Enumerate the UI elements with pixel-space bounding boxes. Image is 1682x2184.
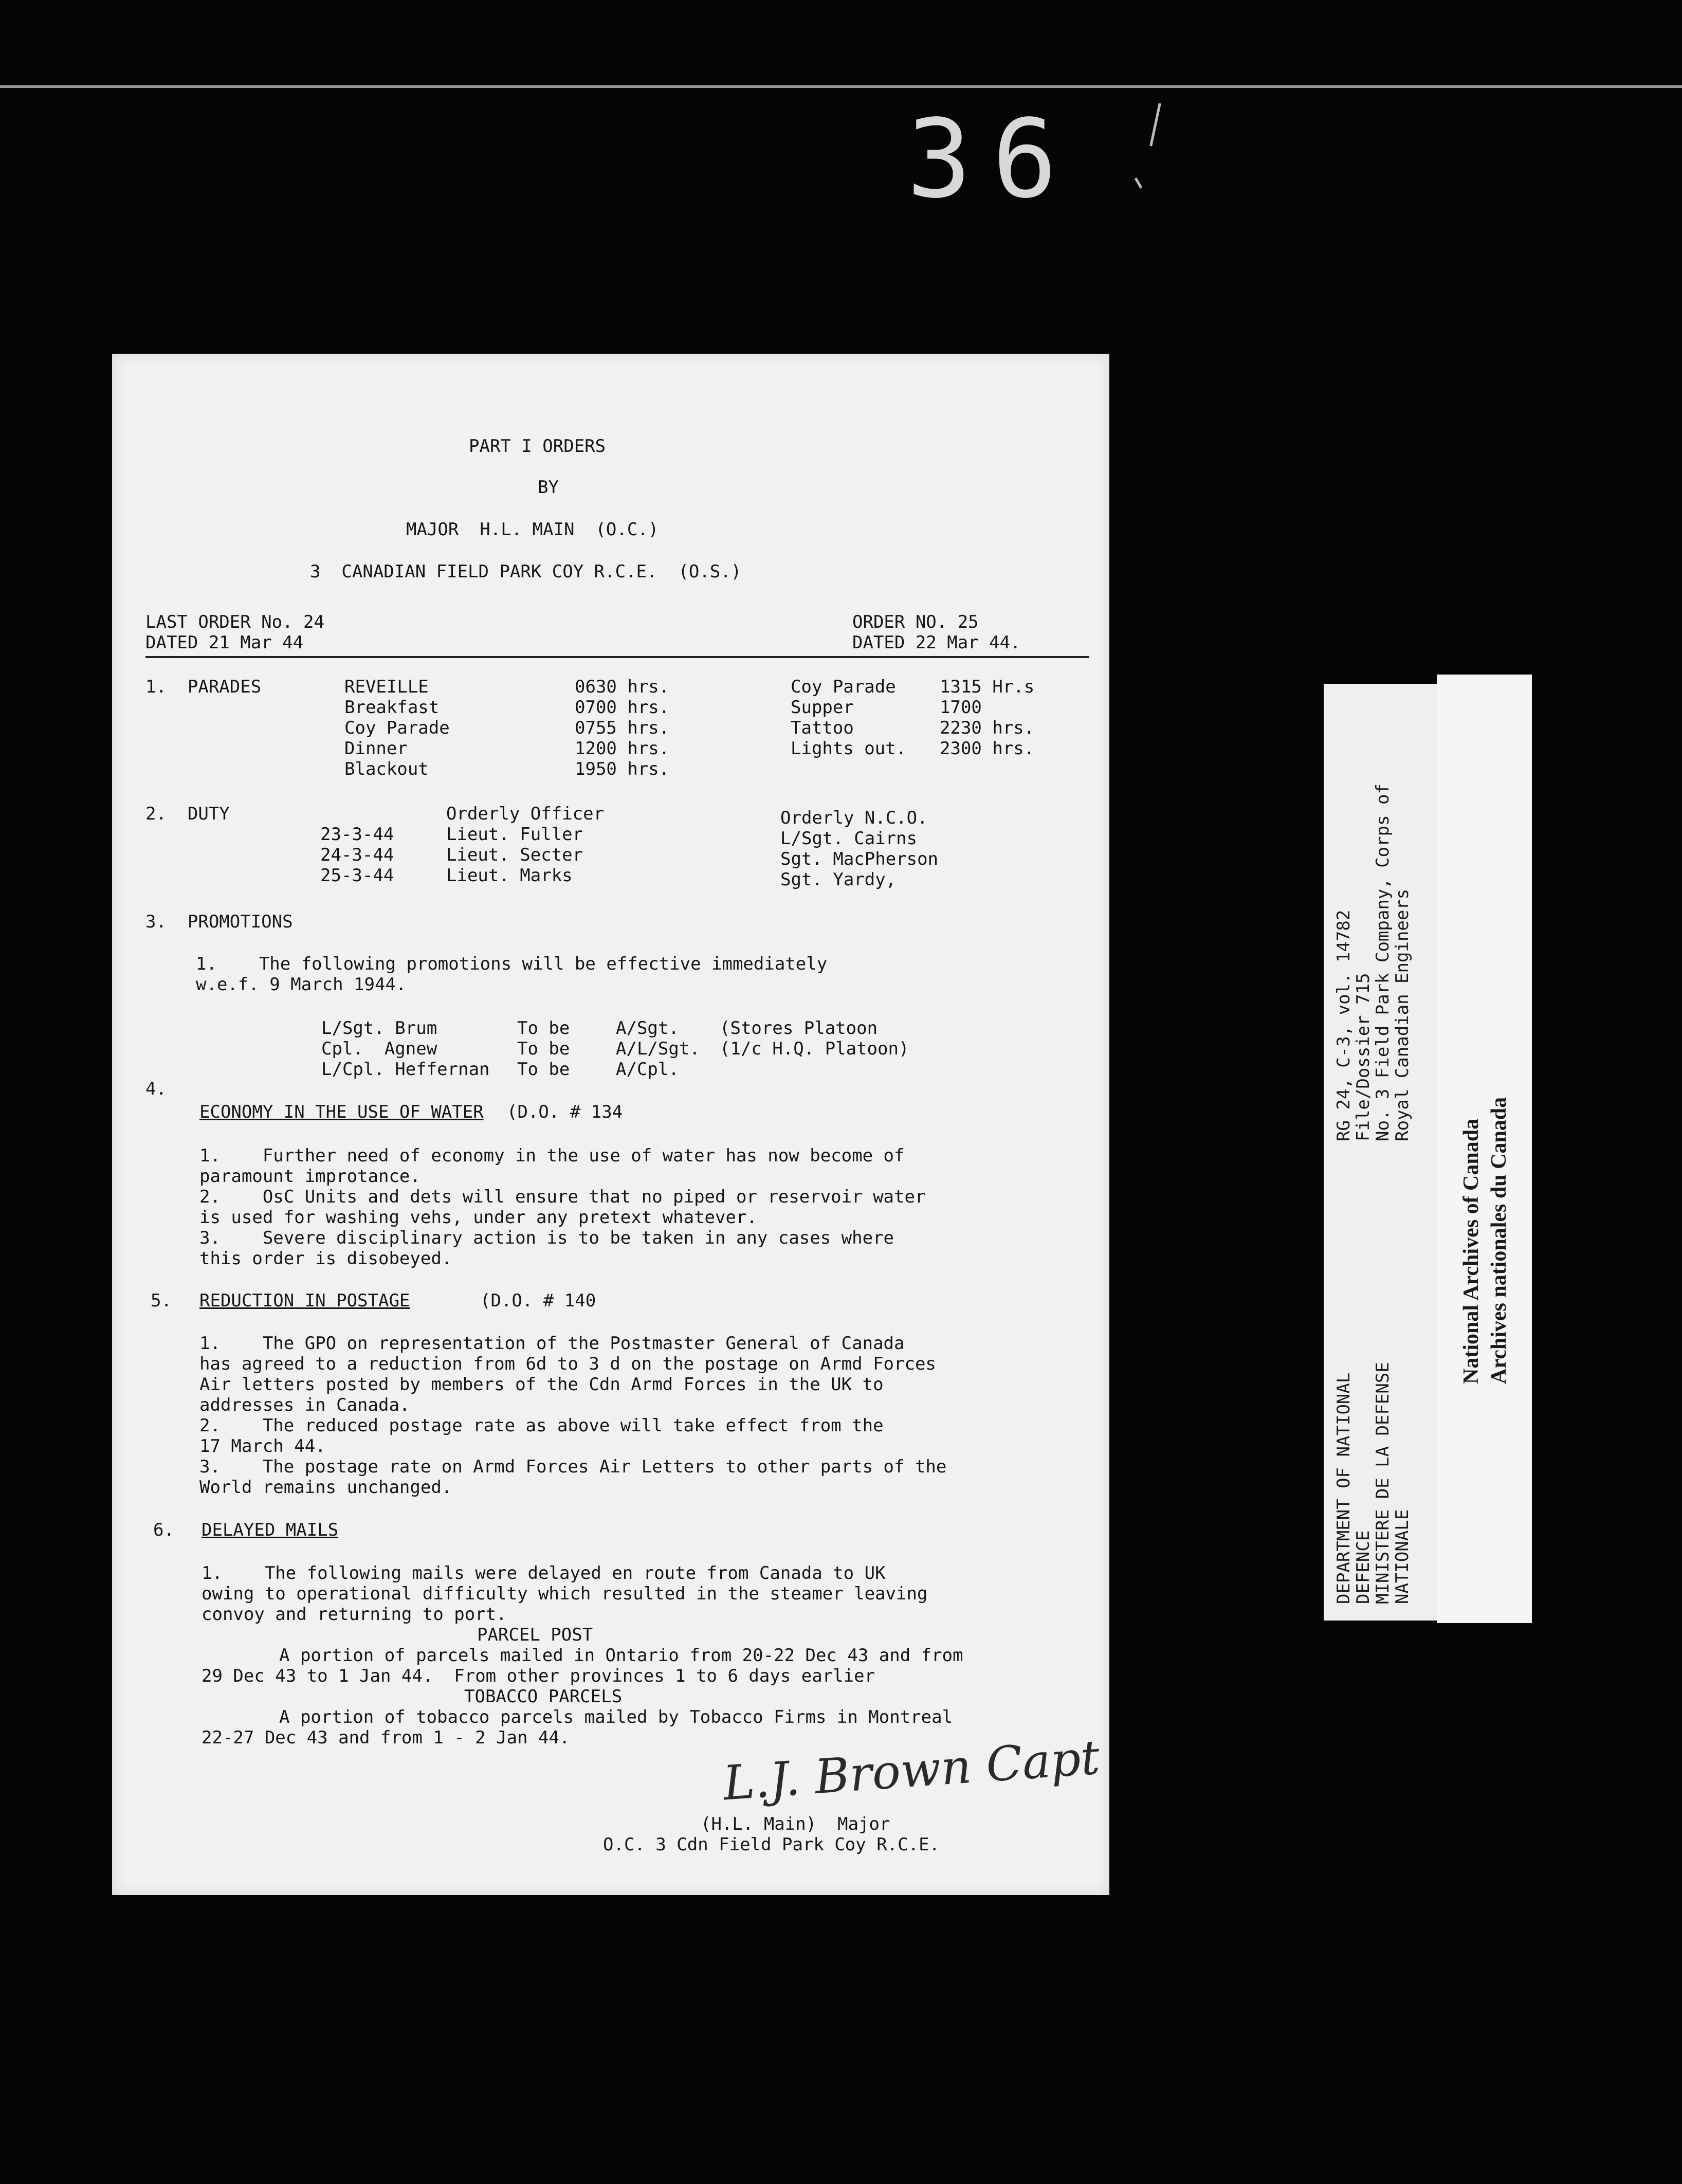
delayed-heading: DELAYED MAILS (202, 1520, 339, 1540)
parade-time: 0755 hrs. (575, 718, 670, 738)
department-line: NATIONALE (1392, 1509, 1413, 1604)
duty-nco-header: Orderly N.C.O. (780, 808, 928, 828)
reference-line: No. 3 Field Park Company, Corps of (1373, 784, 1393, 1141)
parcel-post-heading: PARCEL POST (477, 1625, 593, 1645)
postage-line: 1. The GPO on representation of the Postmaster General of Canada (199, 1333, 905, 1354)
tobacco-line: A portion of tobacco parcels mailed by Tobacco Firms in Montreal (279, 1707, 953, 1727)
doc-title: PART I ORDERS (469, 436, 606, 457)
order-sheet (112, 354, 1109, 1895)
duty-date: 24-3-44 (320, 845, 394, 865)
economy-line: this order is disobeyed. (199, 1248, 452, 1269)
record-reference (1334, 704, 1412, 1141)
archive-name-slip (1437, 675, 1532, 1623)
parade-time: 0630 hrs. (575, 677, 670, 697)
archive-name (1457, 983, 1513, 1384)
promotion-rank: A/L/Sgt. (616, 1039, 700, 1059)
order-date: DATED 22 Mar 44. (852, 632, 1021, 653)
delayed-line: 1. The following mails were delayed en route from Canada to UK (202, 1563, 886, 1584)
duty-nco: Sgt. MacPherson (780, 849, 939, 869)
archive-name-en: National Archives of Canada (1459, 1118, 1483, 1384)
postage-line: addresses in Canada. (199, 1395, 410, 1415)
parade-name: Breakfast (344, 697, 440, 718)
duty-officer-header: Orderly Officer (446, 804, 605, 824)
parades-heading: 1. PARADES (145, 677, 262, 697)
last-order-number: LAST ORDER No. 24 (145, 612, 324, 632)
promotions-intro: 1. The following promotions will be effective immediately (196, 954, 828, 974)
parade-time: 1950 hrs. (575, 759, 670, 779)
delayed-line: convoy and returning to port. (202, 1604, 507, 1625)
economy-number: 4. (145, 1079, 167, 1099)
promotion-to: To be (517, 1059, 570, 1080)
handwritten-signature: L.J. Brown Capt (721, 1730, 1102, 1811)
duty-officer: Lieut. Fuller (446, 824, 583, 845)
order-number: ORDER NO. 25 (852, 612, 979, 632)
promotion-to: To be (517, 1018, 570, 1039)
parade-time: 1700 (940, 697, 982, 718)
tobacco-line: 22-27 Dec 43 and from 1 - 2 Jan 44. (202, 1727, 570, 1748)
postage-line: 3. The postage rate on Armd Forces Air Letters to other parts of the (199, 1457, 947, 1477)
delayed-line: owing to operational difficulty which resulted in the steamer leaving (202, 1584, 928, 1604)
film-mark (1149, 103, 1161, 146)
postage-number: 5. (151, 1290, 172, 1311)
promotion-to: To be (517, 1039, 570, 1059)
parade-name: Supper (791, 697, 854, 718)
duty-officer: Lieut. Secter (446, 845, 583, 865)
parade-name: Tattoo (791, 718, 854, 738)
header-rule (145, 656, 1089, 658)
film-edge-line (0, 85, 1682, 88)
delayed-number: 6. (153, 1520, 174, 1540)
doc-officer: MAJOR H.L. MAIN (O.C.) (406, 519, 659, 540)
parade-name: Blackout (344, 759, 429, 779)
parade-name: Lights out. (791, 738, 907, 759)
economy-ref: (D.O. # 134 (507, 1102, 623, 1122)
doc-unit: 3 CANADIAN FIELD PARK COY R.C.E. (O.S.) (310, 561, 742, 582)
postage-line: has agreed to a reduction from 6d to 3 d on the postage on Armd Forces (199, 1354, 936, 1374)
parade-name: Coy Parade (344, 718, 450, 738)
parade-time: 1200 hrs. (575, 738, 670, 759)
department-line: MINISTERE DE LA DEFENSE (1373, 1362, 1393, 1604)
parade-time: 2230 hrs. (940, 718, 1035, 738)
promotion-from: Cpl. Agnew (321, 1039, 437, 1059)
department-line: DEPARTMENT OF NATIONAL (1333, 1372, 1354, 1604)
postage-line: Air letters posted by members of the Cdn Armd Forces in the UK to (199, 1374, 884, 1395)
duty-date: 25-3-44 (320, 865, 394, 886)
department-line: DEFENCE (1353, 1530, 1374, 1604)
duty-nco: L/Sgt. Cairns (780, 828, 918, 849)
promotion-from: L/Sgt. Brum (321, 1018, 437, 1039)
economy-line: 2. OsC Units and dets will ensure that no piped or reservoir water (199, 1187, 926, 1207)
postage-line: World remains unchanged. (199, 1477, 452, 1498)
parade-name: Dinner (344, 738, 408, 759)
postage-ref: (D.O. # 140 (480, 1290, 596, 1311)
doc-by: BY (538, 477, 559, 498)
postage-line: 17 March 44. (199, 1436, 326, 1457)
economy-heading: ECONOMY IN THE USE OF WATER (199, 1102, 484, 1122)
archive-reference-slip (1324, 684, 1450, 1621)
parade-time: 1315 Hr.s (940, 677, 1035, 697)
film-mark (1135, 177, 1142, 189)
reference-line: RG 24, C-3, vol. 14782 (1333, 909, 1354, 1141)
parade-time: 2300 hrs. (940, 738, 1035, 759)
postage-line: 2. The reduced postage rate as above will take effect from the (199, 1415, 884, 1436)
signatory-title: O.C. 3 Cdn Field Park Coy R.C.E. (603, 1834, 940, 1855)
promotions-heading: 3. PROMOTIONS (145, 912, 293, 932)
parcel-post-line: A portion of parcels mailed in Ontario from 20-22 Dec 43 and from (279, 1645, 963, 1666)
promotion-rank: A/Sgt. (616, 1018, 679, 1039)
duty-nco: Sgt. Yardy, (780, 869, 897, 890)
parade-time: 0700 hrs. (575, 697, 670, 718)
archive-name-fr: Archives nationales du Canada (1487, 1097, 1511, 1384)
economy-line: paramount improtance. (199, 1166, 420, 1187)
reference-line: File/Dossier 715 (1353, 973, 1374, 1141)
tobacco-heading: TOBACCO PARCELS (464, 1686, 623, 1707)
promotion-note: (Stores Platoon (720, 1018, 878, 1039)
promotion-rank: A/Cpl. (616, 1059, 679, 1080)
promotion-from: L/Cpl. Heffernan (321, 1059, 490, 1080)
promotions-intro: w.e.f. 9 March 1944. (196, 974, 407, 995)
signatory-name: (H.L. Main) Major (701, 1814, 890, 1834)
duty-date: 23-3-44 (320, 824, 394, 845)
parade-name: REVEILLE (344, 677, 429, 697)
parcel-post-line: 29 Dec 43 to 1 Jan 44. From other provinces 1 to 6 days earlier (202, 1666, 875, 1686)
frame-number: 36 (906, 96, 1078, 222)
economy-line: is used for washing vehs, under any pretext whatever. (199, 1207, 757, 1228)
parade-name: Coy Parade (791, 677, 896, 697)
economy-line: 1. Further need of economy in the use of water has now become of (199, 1145, 905, 1166)
last-order-date: DATED 21 Mar 44 (145, 632, 304, 653)
economy-line: 3. Severe disciplinary action is to be taken in any cases where (199, 1228, 894, 1248)
duty-officer: Lieut. Marks (446, 865, 573, 886)
promotion-note: (1/c H.Q. Platoon) (720, 1039, 909, 1059)
postage-heading: REDUCTION IN POSTAGE (199, 1290, 410, 1311)
duty-heading: 2. DUTY (145, 804, 230, 824)
reference-line: Royal Canadian Engineers (1392, 888, 1413, 1141)
